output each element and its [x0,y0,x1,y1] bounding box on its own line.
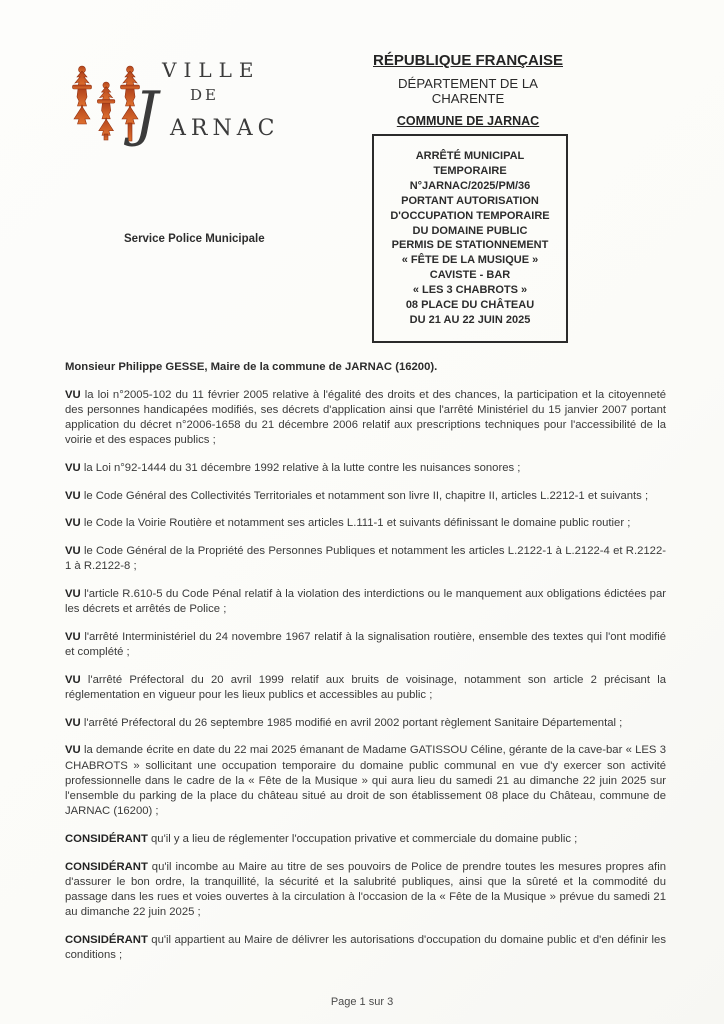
title-box-line: N°JARNAC/2025/PM/36 [409,179,531,192]
paragraph-lead: VU [65,388,81,401]
paragraph-lead: VU [65,744,81,757]
body-paragraph: VU l'article R.610-5 du Code Pénal relatif à la violation des interdictions ou le manquement aux obligations édictées par les décrets et arrêtés de Police ; [65,588,666,616]
title-box-line: CAVISTE - BAR [429,269,511,282]
paragraph-lead: VU [65,716,81,729]
paragraph-lead: CONSIDÉRANT [65,832,148,845]
document-body [65,360,666,976]
service-label: Service Police Municipale [124,233,265,245]
title-box-line: PORTANT AUTORISATION [401,194,539,207]
body-paragraph: CONSIDÉRANT qu'il appartient au Maire de délivrer les autorisations d'occupation du domaine public et d'en définir les conditions ; [65,933,666,962]
title-box-line: « FÊTE DE LA MUSIQUE » [401,254,539,267]
body-paragraph: VU l'arrêté Préfectoral du 26 septembre 1985 modifié en avril 2002 portant règlement Sanitaire Départemental ; [65,716,623,729]
header-departement: DÉPARTEMENT DE LA CHARENTE [398,76,538,106]
paragraph-lead: VU [65,489,81,502]
paragraph-lead: VU [65,588,81,601]
header-republique: RÉPUBLIQUE FRANÇAISE [372,52,563,69]
logo-text-de: DE [190,86,219,104]
body-paragraph: CONSIDÉRANT qu'il incombe au Maire au titre de ses pouvoirs de Police de prendre toutes les mesures propres afin d'assurer le bon ordre, la tranquillité, la sécurité et la salubrité publiques, ainsi que la sûreté et la commodité du passage dans les rues et voies ouvertes à la circulation à l'occasion de la « Fête de la Musique » prévue du samedi 21 au dimanche 22 juin 2025 ; [65,860,666,919]
header-commune: COMMUNE DE JARNAC [396,114,540,128]
title-box-line: D'OCCUPATION TEMPORAIRE [390,209,550,222]
logo-figures-icon [70,62,144,154]
title-box-line: PERMIS DE STATIONNEMENT [391,239,549,252]
paragraph-lead: VU [65,517,81,530]
logo-text-arnac: ARNAC [170,116,280,141]
title-box-line: DU DOMAINE PUBLIC [412,224,528,237]
logo-text-j: J [134,79,159,149]
title-box-line: « LES 3 CHABROTS » [412,284,528,297]
body-paragraph: VU l'arrêté Préfectoral du 20 avril 1999 relatif aux bruits de voisinage, notamment son article 2 précisant la réglementation en vigueur pour les lieux publics et accessibles au public ; [65,673,666,702]
title-box-line: 08 PLACE DU CHÂTEAU [405,299,535,312]
page-number: Page 1 sur 3 [330,996,394,1008]
intro-line: Monsieur Philippe GESSE, Maire de la commune de JARNAC (16200). [65,361,438,373]
title-box-line: DU 21 AU 22 JUIN 2025 [409,313,531,326]
body-paragraph: VU la demande écrite en date du 22 mai 2025 émanant de Madame GATISSOU Céline, gérante de la cave-bar « LES 3 CHABROTS » sollicitant une occupation temporaire du domaine public communal en vue d'y exercer son activité professionnelle dans le cadre de la « Fête de la Musique » qui aura lieu du samedi 21 au dimanche 22 juin 2025 sur l'ensemble du parking de la place du château situé au droit de son établissement 08 place du Château, commune de JARNAC (16200) ; [65,744,666,818]
body-paragraph: VU la Loi n°92-1444 du 31 décembre 1992 relative à la lutte contre les nuisances sonores ; [65,462,521,475]
body-paragraph: VU la loi n°2005-102 du 11 février 2005 relative à l'égalité des droits et des chances, la participation et la citoyenneté des personnes handicapées modifiés, ses décrets d'application ainsi que l'arrêté Ministériel du 15 janvier 2007 portant application du décret n°2006-1658 du 21 décembre 2006 relatif aux prescriptions techniques pour l'accessibilité de la voirie et des espaces publics ; [65,388,666,447]
title-box-line: ARRÊTÉ MUNICIPAL [415,150,525,162]
paragraph-lead: CONSIDÉRANT [65,860,148,873]
title-box-line: TEMPORAIRE [433,164,507,177]
paragraph-lead: VU [65,673,81,686]
body-paragraph: CONSIDÉRANT qu'il y a lieu de réglementer l'occupation privative et commerciale du domaine public ; [65,832,578,845]
body-paragraph: VU l'arrêté Interministériel du 24 novembre 1967 relatif à la signalisation routière, ensemble des textes qui l'ont modifié et complété ; [65,630,666,659]
body-paragraph: VU le Code la Voirie Routière et notamment ses articles L.111-1 et suivants définissant le domaine public routier ; [65,517,631,530]
header-block [362,52,574,128]
title-box [372,134,568,343]
paragraph-lead: VU [65,630,81,643]
logo-text-ville: VILLE [162,58,261,82]
paragraph-lead: VU [65,462,81,475]
paragraph-lead: CONSIDÉRANT [65,933,148,946]
paragraph-lead: VU [65,545,81,558]
body-paragraph: VU le Code Général de la Propriété des Personnes Publiques et notamment les articles L.2122-1 à L.2122-4 et R.2122-1 à R.2122-8 ; [65,545,666,573]
body-paragraph: VU le Code Général des Collectivités Territoriales et notamment son livre II, chapitre II, articles L.2212-1 et suivants ; [65,489,649,502]
